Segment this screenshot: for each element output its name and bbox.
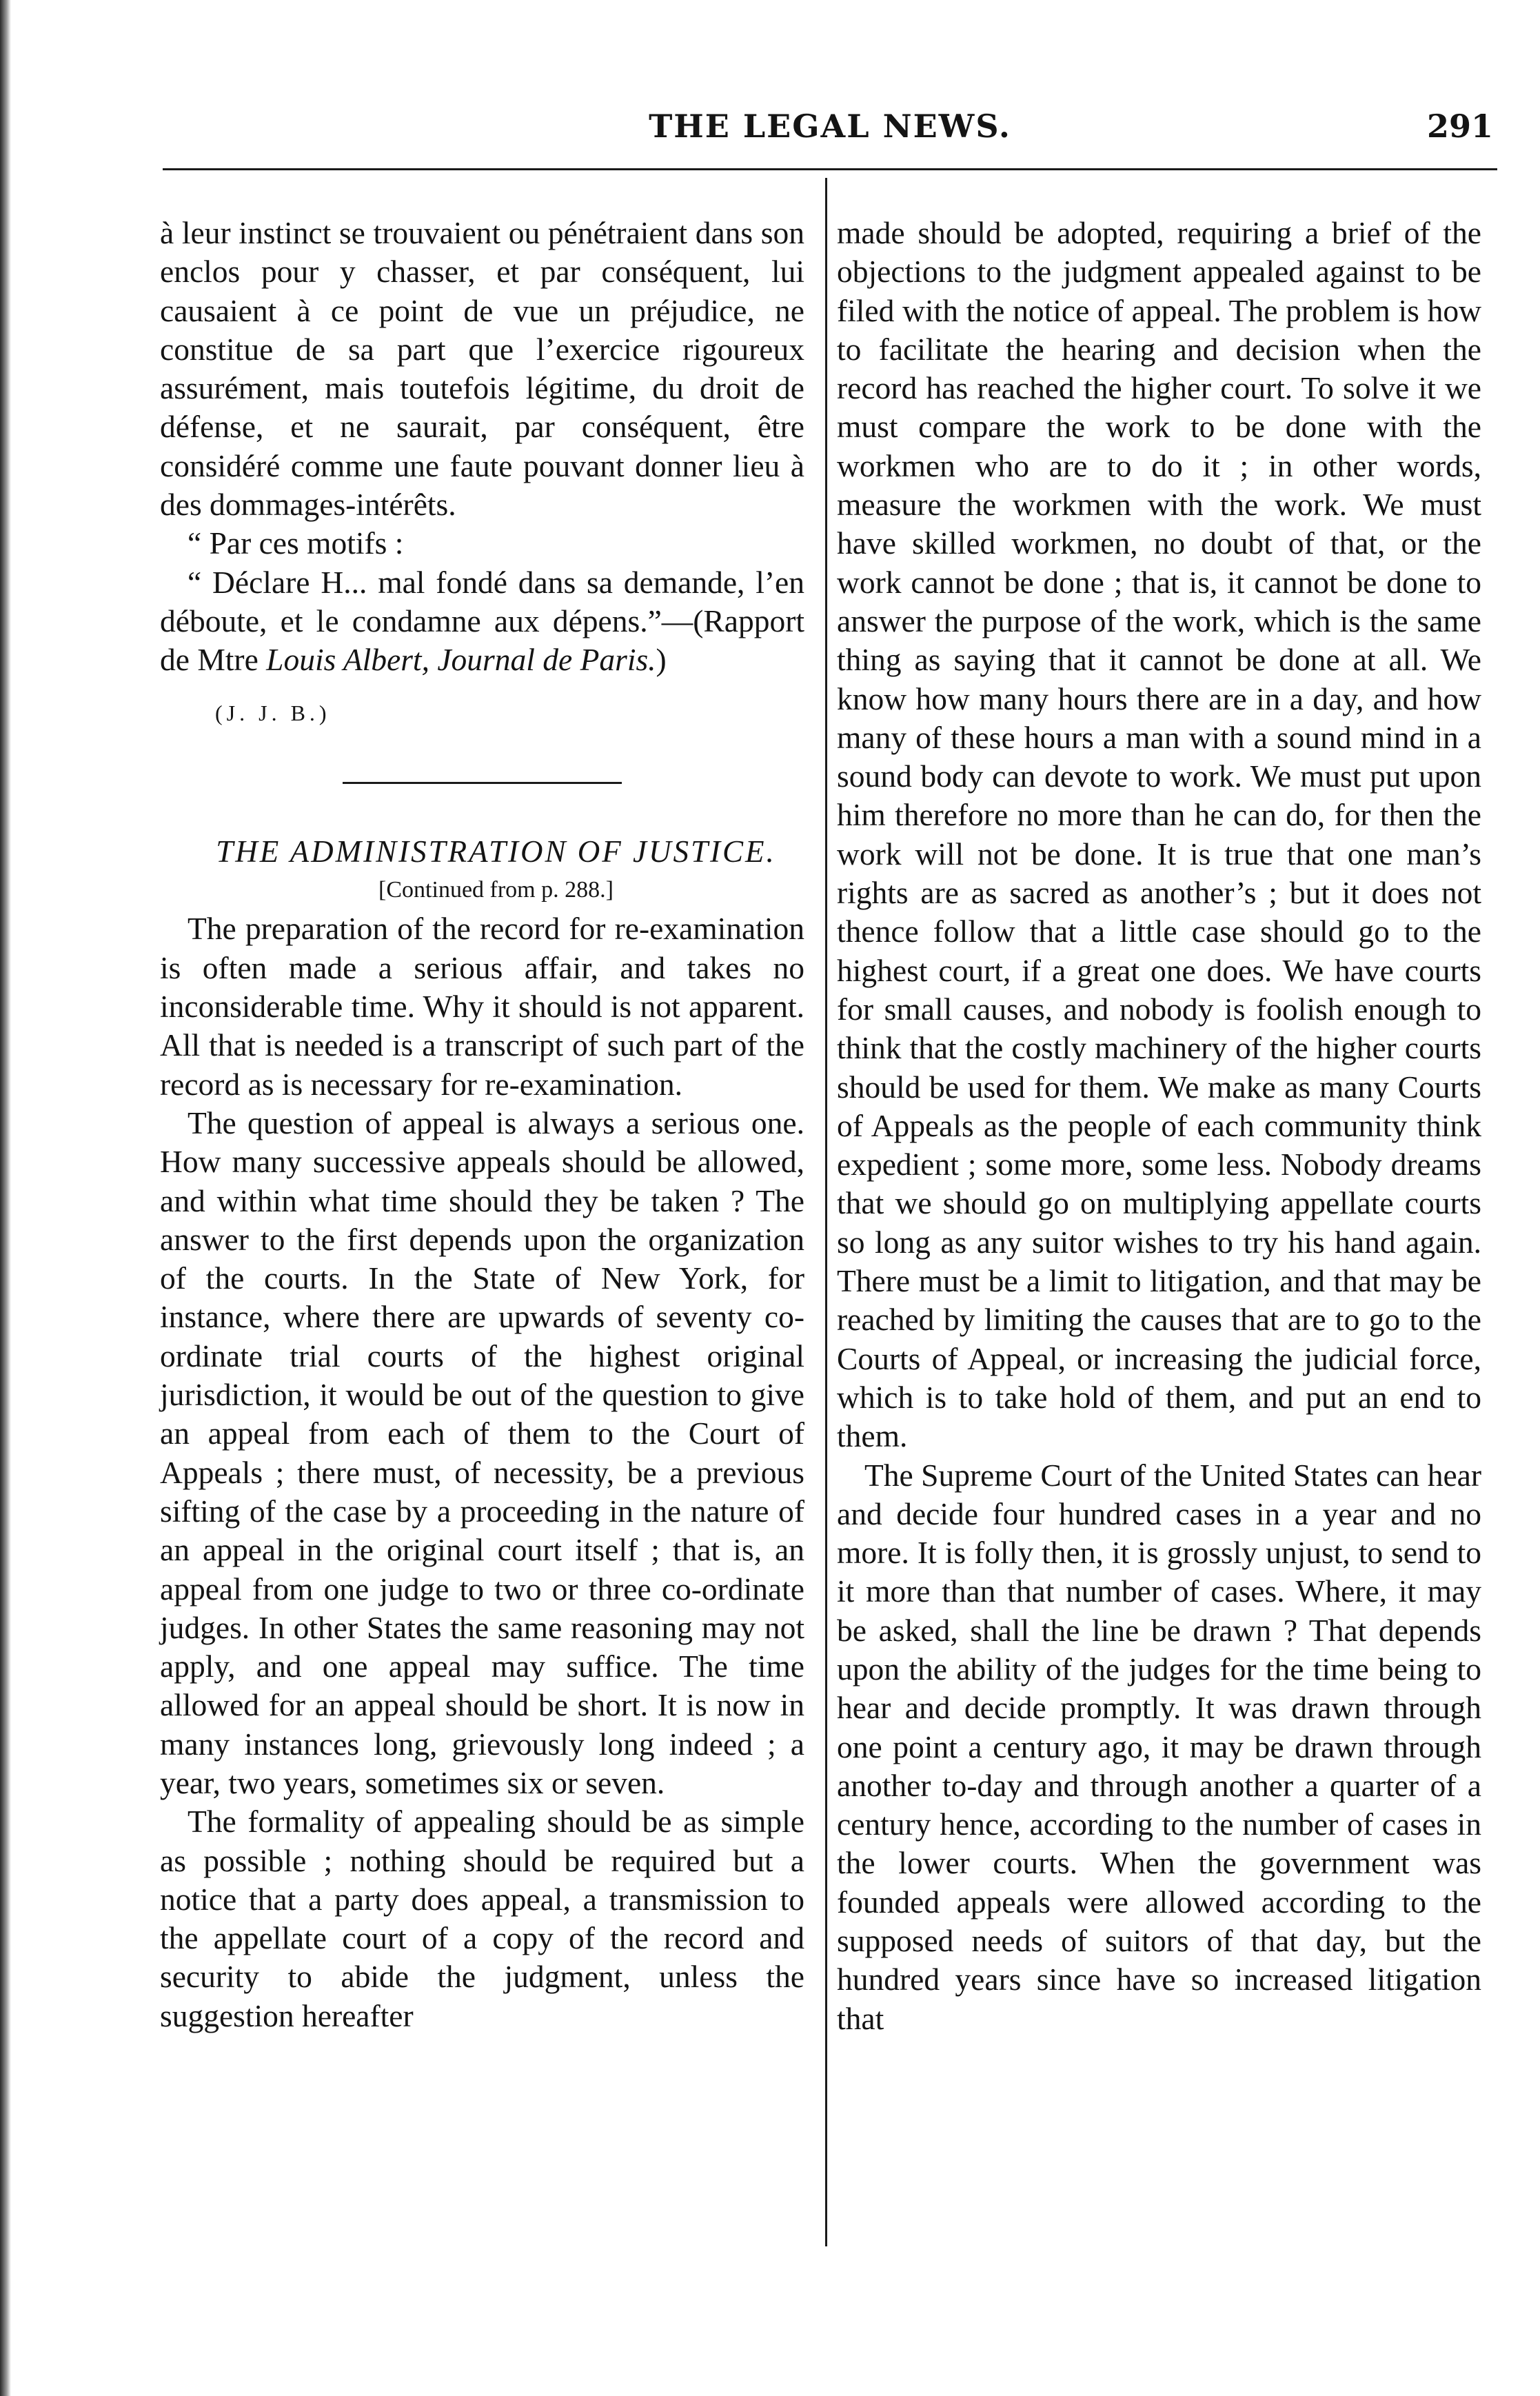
paragraph [160, 563, 804, 680]
author-name: Louis Albert, [266, 642, 429, 678]
section-title: THE ADMINISTRATION OF JUSTICE. [216, 834, 776, 869]
journal-name: Journal de Paris. [437, 642, 656, 678]
running-head [163, 105, 1497, 156]
journal-title: THE LEGAL NEWS. [649, 108, 1011, 145]
paragraph: à leur instinct se trouvaient ou pénétraient dans son enclos pour y chasser, et par conséquent, lui causaient à ce point de vue un préjudice, ne constitue de sa part que l’exercice rigoureux assurément, mais toutefois légitime, du droit de défense, et ne saurait, par conséquent, être considéré comme une faute pouvant donner lieu à des dommages-intérêts. [160, 215, 804, 523]
paragraph: The Supreme Court of the United States can hear and decide four hundred cases in a year and no more. It is folly then, it is grossly unjust, to send to it more than that number of cases. Where, it may be asked, shall the line be drawn ? That depends upon the ability of the judges for the time being to hear and decide promptly. It was drawn through one point a century ago, it may be drawn through another to-day and through another a quarter of a century hence, according to the number of cases in the lower courts. When the government was founded appeals were allowed according to the supposed needs of suitors of that day, but the hundred years since have so increased litigation that [837, 1457, 1481, 2036]
paragraph: The formality of appealing should be as simple as possible ; nothing should be required but a notice that a party does appeal, a transmission to the appellate court of a copy of the record and security to abide the judgment, unless the suggestion hereafter [160, 1804, 804, 2033]
page-number: 291 [1426, 108, 1493, 145]
paragraph: “ Par ces motifs : [188, 525, 404, 561]
column-divider [825, 178, 827, 2246]
paragraph: The question of appeal is always a serious one. How many successive appeals should be allowed, and within what time should they be taken ? The answer to the first depends upon the organization of the courts. In the State of New York, for instance, where there are upwards of seventy co-ordinate trial courts of the highest original jurisdiction, it would be out of the question to give an appeal from each of them to the Court of Appeals ; there must, of necessity, be a previous sifting of the case by a proceeding in the nature of an appeal in the original court itself ; that is, an appeal from one judge to two or three co-ordinate judges. In other States the same reasoning may not apply, and one appeal may suffice. The time allowed for an appeal should be short. It is now in many instances long, grievously long indeed ; a year, two years, sometimes six or seven. [160, 1105, 804, 1800]
paragraph-text: “ Déclare H... mal fondé dans sa demande, l’en déboute, et le condamne aux dépens.”—(Rapport de Mtre [160, 564, 804, 678]
paragraph-close: ) [656, 642, 667, 678]
left-column [160, 214, 804, 2035]
paragraph: The preparation of the record for re-examination is often made a serious affair, and takes no inconsiderable time. Why it should is not apparent. All that is needed is a transcript of such part of the record as is necessary for re-examination. [160, 911, 804, 1102]
page-edge-shadow [0, 0, 11, 2396]
signature: (J. J. B.) [215, 700, 331, 725]
section-divider [343, 782, 622, 784]
header-rule [163, 168, 1497, 170]
right-column [837, 214, 1481, 2038]
paragraph: made should be adopted, requiring a brief of the objections to the judgment appealed against to be filed with the notice of appeal. The problem is how to facilitate the hearing and decision when the record has reached the higher court. To solve it we must compare the work to be done with the workmen who are to do it ; in other words, measure the workmen with the work. We must have skilled workmen, no doubt of that, or the work cannot be done ; that is, it cannot be done to answer the purpose of the work, which is the same thing as saying that it cannot be done at all. We know how many hours there are in a day, and how many of these hours a man with a sound mind in a sound body can devote to work. We must put upon him therefore no more than he can do, for then the work will not be done. It is true that one man’s rights are as sacred as another’s ; but it does not thence follow that a little case should go to the highest court, if a great one does. We have courts for small causes, and nobody is foolish enough to think that the costly machinery of the higher courts should be used for them. We make as many Courts of Appeals as the people of each community think expedient ; some more, some less. Nobody dreams that we should go on multiplying appellate courts so long as any suitor wishes to try his hand again. There must be a limit to litigation, and that may be reached by limiting the causes that are to go to the Courts of Appeal, or increasing the judicial force, which is to take hold of them, and put an end to them. [837, 215, 1481, 1454]
continued-note: [Continued from p. 288.] [378, 877, 614, 903]
